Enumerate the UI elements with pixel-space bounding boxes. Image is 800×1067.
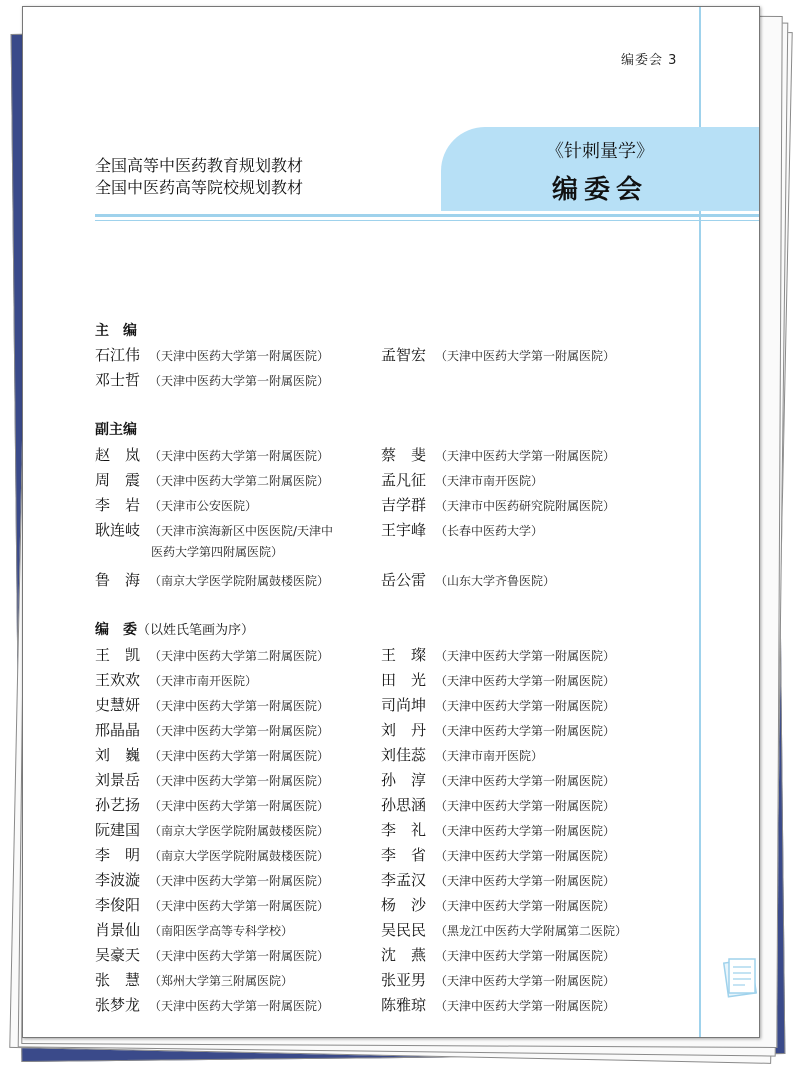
affiliation: （天津中医药大学第一附属医院）: [149, 724, 330, 738]
person-name: 李孟汉: [381, 871, 427, 889]
book-corner-icon: [723, 955, 759, 1003]
person-name: 刘佳蕊: [381, 746, 427, 764]
affiliation: （天津中医药大学第二附属医院）: [149, 649, 330, 663]
affiliation: （天津中医药大学第一附属医院）: [149, 874, 330, 888]
affiliation: （天津中医药大学第一附属医院）: [149, 774, 330, 788]
affiliation: （天津中医药大学第一附属医院）: [149, 699, 330, 713]
header-rule-thin: [95, 220, 759, 221]
list-item: [95, 569, 695, 589]
person-name: 陈雅琼: [381, 996, 427, 1014]
affiliation: （天津中医药大学第一附属医院）: [149, 949, 330, 963]
affiliation: （天津中医药大学第一附属医院）: [435, 449, 616, 463]
affiliation: （天津中医药大学第一附属医院）: [435, 649, 616, 663]
person-name: 史慧妍: [95, 696, 141, 714]
person-name: 孙 淳: [381, 771, 427, 789]
affiliation: （天津中医药大学第一附属医院）: [435, 999, 616, 1013]
list-item: [95, 694, 695, 714]
affiliation: （天津中医药大学第一附属医院）: [435, 724, 616, 738]
person-name: 鲁 海: [95, 571, 141, 589]
document-page: [22, 6, 760, 1038]
list-item: [95, 369, 695, 389]
affiliation: （长春中医药大学）: [435, 524, 544, 538]
affiliation: （天津中医药大学第一附属医院）: [149, 374, 330, 388]
affiliation: （天津中医药大学第一附属医院）: [435, 824, 616, 838]
members-title-label: 编 委: [95, 622, 137, 638]
list-item: [95, 494, 695, 514]
person-name: 孙思涵: [381, 796, 427, 814]
person-name: 孟智宏: [381, 346, 427, 364]
affiliation: （黑龙江中医药大学附属第二医院）: [435, 924, 628, 938]
affiliation: （天津中医药大学第一附属医院）: [435, 899, 616, 913]
person-name: 耿连岐: [95, 521, 141, 539]
affiliation: （天津中医药大学第一附属医院）: [435, 799, 616, 813]
person-name: 李 明: [95, 846, 141, 864]
list-item: [95, 669, 695, 689]
affiliation: （天津中医药大学第一附属医院）: [435, 699, 616, 713]
list-item: [95, 444, 695, 464]
person-name: 孙艺扬: [95, 796, 141, 814]
affiliation: （天津中医药大学第一附属医院）: [435, 849, 616, 863]
person-name: 吉学群: [381, 496, 427, 514]
person-name: 王 璨: [381, 646, 427, 664]
affiliation: （郑州大学第三附属医院）: [149, 974, 294, 988]
list-item: [95, 469, 695, 489]
person-name: 孟凡征: [381, 471, 427, 489]
section-title-chief: 主 编: [95, 323, 137, 339]
person-name: 刘景岳: [95, 771, 141, 789]
list-item: [95, 994, 695, 1014]
affiliation: （天津市南开医院）: [435, 749, 544, 763]
section-title-members: [95, 619, 254, 639]
list-item: [95, 769, 695, 789]
affiliation: （天津市中医药研究院附属医院）: [435, 499, 616, 513]
person-name: 肖景仙: [95, 921, 141, 939]
affiliation: （天津中医药大学第二附属医院）: [149, 474, 330, 488]
affiliation: （南京大学医学院附属鼓楼医院）: [149, 824, 330, 838]
section-title-deputy: 副主编: [95, 422, 137, 438]
person-name: 蔡 斐: [381, 446, 427, 464]
list-item: [95, 844, 695, 864]
affiliation: （天津中医药大学第一附属医院）: [149, 349, 330, 363]
person-name: 王宇峰: [381, 521, 427, 539]
series-titles: [95, 155, 303, 199]
series-line-1: 全国高等中医药教育规划教材: [95, 156, 304, 175]
person-name: 田 光: [381, 671, 427, 689]
person-name: 邢晶晶: [95, 721, 141, 739]
person-name: 司尚坤: [381, 696, 427, 714]
list-item: [95, 869, 695, 889]
list-item: [95, 919, 695, 939]
affiliation: （天津中医药大学第一附属医院）: [435, 974, 616, 988]
committee-title: 编委会: [551, 175, 648, 205]
person-name: 张梦龙: [95, 996, 141, 1014]
affiliation: （南京大学医学院附属鼓楼医院）: [149, 849, 330, 863]
series-line-2: 全国中医药高等院校规划教材: [95, 178, 304, 197]
header-rule: [95, 214, 759, 217]
affiliation: （天津中医药大学第一附属医院）: [149, 449, 330, 463]
person-name: 岳公雷: [381, 571, 427, 589]
affiliation: （天津中医药大学第一附属医院）: [149, 899, 330, 913]
person-name: 李 省: [381, 846, 427, 864]
affiliation: （天津中医药大学第一附属医院）: [435, 674, 616, 688]
title-banner: [441, 127, 759, 211]
affiliation: （山东大学齐鲁医院）: [435, 574, 556, 588]
affiliation: （天津中医药大学第一附属医院）: [149, 799, 330, 813]
person-name: 赵 岚: [95, 446, 141, 464]
list-item: [95, 719, 695, 739]
affiliation: （天津中医药大学第一附属医院）: [149, 999, 330, 1013]
person-name: 王 凯: [95, 646, 141, 664]
list-item: [95, 944, 695, 964]
running-head: 编委会 3: [621, 53, 678, 68]
affiliation-continued: 医药大学第四附属医院）: [151, 545, 284, 559]
affiliation: （天津中医药大学第一附属医院）: [435, 774, 616, 788]
person-name: 李俊阳: [95, 896, 141, 914]
list-item: [95, 819, 695, 839]
affiliation: （天津中医药大学第一附属医院）: [435, 874, 616, 888]
list-item: [95, 794, 695, 814]
person-name: 杨 沙: [381, 896, 427, 914]
person-name: 李波漩: [95, 871, 141, 889]
person-name: 刘 巍: [95, 746, 141, 764]
affiliation: （天津中医药大学第一附属医院）: [149, 749, 330, 763]
person-name: 李 岩: [95, 496, 141, 514]
person-name: 吴豪天: [95, 946, 141, 964]
person-name: 张 慧: [95, 971, 141, 989]
list-item: [95, 519, 695, 563]
affiliation: （天津市公安医院）: [149, 499, 258, 513]
affiliation: （天津市滨海新区中医医院/天津中: [149, 524, 334, 538]
person-name: 吴民民: [381, 921, 427, 939]
list-item: [95, 744, 695, 764]
list-item: [95, 894, 695, 914]
affiliation: （南阳医学高等专科学校）: [149, 924, 294, 938]
person-name: 刘 丹: [381, 721, 427, 739]
affiliation: （天津中医药大学第一附属医院）: [435, 949, 616, 963]
affiliation: （南京大学医学院附属鼓楼医院）: [149, 574, 330, 588]
book-title: 《针刺量学》: [546, 141, 654, 162]
person-name: 沈 燕: [381, 946, 427, 964]
affiliation: （天津市南开医院）: [149, 674, 258, 688]
list-item: [95, 969, 695, 989]
affiliation: （天津市南开医院）: [435, 474, 544, 488]
affiliation: （天津中医药大学第一附属医院）: [435, 349, 616, 363]
person-name: 李 礼: [381, 821, 427, 839]
person-name: 阮建国: [95, 821, 141, 839]
person-name: 张亚男: [381, 971, 427, 989]
person-name: 王欢欢: [95, 671, 141, 689]
person-name: 周 震: [95, 471, 141, 489]
person-name: 石江伟: [95, 346, 141, 364]
list-item: [95, 644, 695, 664]
list-item: [95, 344, 695, 364]
person-name: 邓士哲: [95, 371, 141, 389]
members-order-note: （以姓氏笔画为序）: [137, 623, 255, 638]
